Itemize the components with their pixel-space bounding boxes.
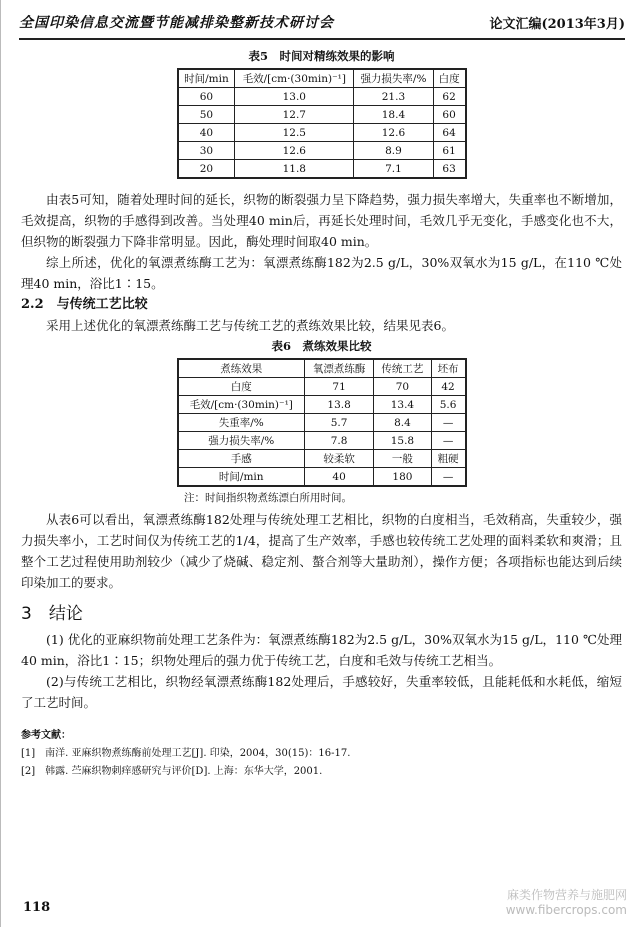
reference-item: [1] 南洋. 亚麻织物煮练酶前处理工艺[J]. 印染，2004，30(15)：16-17. [21,748,351,759]
section-heading: 2.2 与传统工艺比较 [21,297,148,312]
table-cell: 60 [433,106,465,124]
table-cell: 64 [433,124,465,142]
references-title: 参考文献： [21,730,71,741]
table-cell: 20 [178,160,235,179]
paragraph: 从表6可以看出，氧漂煮练酶182处理与传统处理工艺相比，织物的白度相当，毛效稍高，失重较少，强力损失率小，工艺时间仅为传统工艺的1/4，提高了生产效率，手感也较传统工艺处理的面料柔软和爽滑；且整个工艺过程使用助剂较少（减少了烧碱、稳定剂、螯合剂等大量助剂），操作方便；各项指标也能达到后续印染加工的要求。 [21,512,622,590]
paragraph: 采用上述优化的氧漂煮练酶工艺与传统工艺的煮练效果比较，结果见表6。 [46,318,454,333]
table-cell: 8.4 [374,414,431,432]
watermark-line: www.fibercrops.com [505,903,627,917]
table-cell: 毛效/[cm·(30min)⁻¹] [178,396,305,414]
table-row [178,450,466,468]
watermark-line: 麻类作物营养与施肥网 [506,888,627,902]
table-cell: 40 [304,468,373,487]
table-note: 注：时间指织物煮练漂白所用时间。 [184,492,352,504]
table-cell: 13.8 [304,396,373,414]
column-header: 时间/min [178,69,235,88]
table-cell: 5.6 [431,396,465,414]
column-header: 白度 [433,69,465,88]
table-cell: 强力损失率/% [178,432,305,450]
table-row [178,124,466,142]
table-cell: 50 [178,106,235,124]
table-header-row [178,359,466,378]
table-cell: 粗硬 [431,450,465,468]
page-body [1,0,639,901]
table6 [177,358,467,487]
table-row [178,88,466,106]
table-cell: 30 [178,142,235,160]
table-cell: 7.1 [354,160,433,179]
table-row [178,378,466,396]
table-cell: 180 [374,468,431,487]
table-cell: 12.5 [235,124,354,142]
table-cell: — [431,414,465,432]
section-heading: 3 结论 [21,604,83,624]
paragraph: (2)与传统工艺相比，织物经氧漂煮练酶182处理后，手感较好，失重率较低，且能耗低和水耗低，缩短了工艺时间。 [21,674,622,710]
table-cell: 18.4 [354,106,433,124]
table-row [178,468,466,487]
column-header: 传统工艺 [374,359,431,378]
table-cell: 42 [431,378,465,396]
table-cell: 11.8 [235,160,354,179]
column-header: 强力损失率/% [354,69,433,88]
column-header: 坯布 [431,359,465,378]
table-cell: — [431,432,465,450]
column-header: 煮练效果 [178,359,305,378]
paragraph: (1) 优化的亚麻织物前处理工艺条件为：氧漂煮练酶182为2.5 g/L，30%双氧水为15 g/L，110 ℃处理40 min，浴比1∶15；织物处理后的强力优于传统工艺，白度和毛效与传统工艺相当。 [21,632,622,668]
table-cell: 8.9 [354,142,433,160]
table-cell: 12.7 [235,106,354,124]
table-cell: 一般 [374,450,431,468]
paragraph: 综上所述，优化的氧漂煮练酶工艺为：氧漂煮练酶182为2.5 g/L，30%双氧水为15 g/L，在110 ℃处理40 min，浴比1∶15。 [21,255,622,291]
table-cell: 21.3 [354,88,433,106]
table-cell: 40 [178,124,235,142]
table6-caption: 表6 煮练效果比较 [271,339,372,353]
table-cell: 时间/min [178,468,305,487]
paragraph: 由表5可知，随着处理时间的延长，织物的断裂强力呈下降趋势，强力损失率增大，失重率也不断增加，毛效提高，织物的手感得到改善。当处理40 min后，再延长处理时间，毛效几乎无变化，手感变化也不大，但织物的断裂强力下降非常明显。因此，酶处理时间取40 min。 [21,192,622,249]
column-header: 毛效/[cm·(30min)⁻¹] [235,69,354,88]
table-cell: 71 [304,378,373,396]
table5-caption: 表5 时间对精练效果的影响 [248,49,395,63]
table-cell: 70 [374,378,431,396]
table-row [178,106,466,124]
table-row [178,160,466,179]
table-row [178,142,466,160]
conference-title: 全国印染信息交流暨节能减排染整新技术研讨会 [19,15,334,31]
watermark [506,888,627,918]
table-cell: 13.4 [374,396,431,414]
table-cell: 较柔软 [304,450,373,468]
table-cell: 12.6 [235,142,354,160]
volume-label: 论文汇编(2013年3月) [489,17,625,32]
table-cell: 13.0 [235,88,354,106]
table-cell: 61 [433,142,465,160]
table-cell: 5.7 [304,414,373,432]
table-cell: 62 [433,88,465,106]
table5 [177,68,467,179]
table-cell: 7.8 [304,432,373,450]
table-row [178,396,466,414]
table-row [178,414,466,432]
reference-item: [2] 韩露. 苎麻织物刺痒感研究与评价[D]. 上海：东华大学，2001. [21,766,323,777]
table-cell: 12.6 [354,124,433,142]
table-row [178,432,466,450]
column-header: 氧漂煮练酶 [304,359,373,378]
table-cell: — [431,468,465,487]
table-cell: 63 [433,160,465,179]
table-cell: 白度 [178,378,305,396]
table-cell: 15.8 [374,432,431,450]
table-header-row [178,69,466,88]
table-cell: 60 [178,88,235,106]
table-cell: 手感 [178,450,305,468]
table-cell: 失重率/% [178,414,305,432]
page-number: 118 [23,900,51,915]
